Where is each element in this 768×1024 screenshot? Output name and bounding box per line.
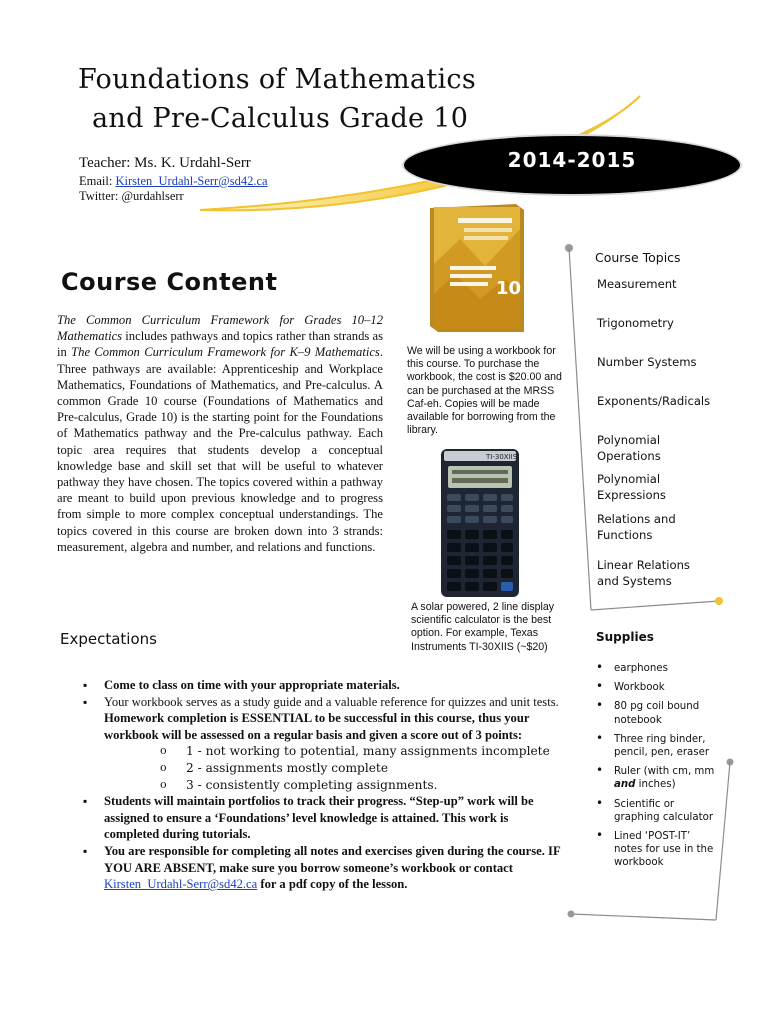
expectation-text: You are responsible for completing all notes and exercises given during the course. IF YOU ARE ABSENT, make sure you borrow someone’s workbook or contact: [104, 843, 561, 875]
supply-item-text-end: inches): [635, 779, 676, 791]
supply-item: [596, 765, 716, 791]
supply-item: • Workbook: [596, 681, 716, 694]
framework-title-1: The Common Curriculum Framework for Grades 10–12 Mathematics: [57, 313, 383, 344]
supply-item: • 80 pg coil bound notebook: [596, 700, 716, 726]
expectation-bold-text: Homework completion is ESSENTIAL to be successful in this course, thus your workbook will be assessed on a regular basis and given a score out of 3 points:: [104, 711, 530, 742]
supply-item: • Three ring binder, pencil, pen, eraser: [596, 733, 716, 759]
expectation-text: Students will maintain portfolios to track their progress. “Step-up” work will be assigned to ensure a ‘Foundations’ level knowledge is attained. This work is completed during tutorials.: [104, 794, 534, 842]
topic-item: Trigonometry: [597, 316, 674, 330]
teacher-name: Teacher: Ms. K. Urdahl-Serr: [79, 155, 251, 171]
topic-item: Polynomial Expressions: [597, 472, 666, 502]
course-description: [57, 312, 383, 555]
expectation-text: Your workbook serves as a study guide and a valuable reference for quizzes and unit tests.: [104, 694, 559, 709]
year-label: 2014-2015: [507, 148, 637, 172]
topic-item: Measurement: [597, 277, 677, 291]
score-item: o 2 - assignments mostly complete: [160, 760, 564, 777]
supply-item-emphasis: and: [614, 779, 636, 791]
expectation-item: [80, 694, 564, 794]
topic-item: Relations and Functions: [597, 512, 676, 542]
description-text-2: . Three pathways are available: Apprenticeship and Workplace Mathematics, Foundations of Mathematics, and Pre-calculus. A common Grade 10 course (Foundations of Mathematics and Pre-calculus, Grade 10) is the starting point for the Foundations of Mathematics pathway and the Pre-calculus pathway. Each topic area requires that students develop a conceptual knowledge base and skill set that will be useful to whatever pathway they have chosen. The topics covered within a pathway are meant to build upon previous knowledge and to progress from simple to more complex conceptual understandings. The topics covered in this course are broken down into 3 strands: measurement, algebra and number, and relations and functions.: [57, 345, 383, 554]
contact-email-link[interactable]: Kirsten_Urdahl-Serr@sd42.ca: [104, 877, 258, 892]
workbook-caption: We will be using a workbook for this course. To purchase the workbook, the cost is $20.00 and can be purchased at the MRSS Caf-eh. Copies will be made available for borrowing from the library.: [407, 345, 562, 437]
email-link[interactable]: Kirsten_Urdahl-Serr@sd42.ca: [115, 174, 268, 188]
expectation-item: [80, 677, 564, 694]
expectation-item: [80, 843, 564, 893]
expectations-heading: Expectations: [60, 630, 157, 648]
email-line: [79, 174, 268, 189]
calculator-image: [440, 448, 520, 598]
topic-item: Number Systems: [597, 355, 697, 369]
supply-item: • Lined ‘POST-IT’ notes for use in the workbook: [596, 830, 716, 870]
page-title-line2: and Pre-Calculus Grade 10: [92, 103, 469, 134]
topic-item: Exponents/Radicals: [597, 394, 711, 408]
score-item: o 1 - not working to potential, many assignments incomplete: [160, 743, 564, 760]
score-item: o 3 - consistently completing assignments.: [160, 777, 564, 794]
calculator-caption: A solar powered, 2 line display scientific calculator is the best option. For example, Texas Instruments TI-30XIIS (~$20): [411, 601, 555, 653]
course-content-heading: Course Content: [61, 268, 278, 296]
supplies-list: [596, 662, 716, 876]
supply-item-text: Ruler (with cm, mm: [614, 766, 715, 778]
course-topics-heading: Course Topics: [595, 250, 681, 265]
supply-item: • earphones: [596, 662, 716, 675]
score-list: [104, 743, 564, 793]
framework-title-2: The Common Curriculum Framework for K–9 Mathematics: [71, 345, 380, 360]
twitter-handle: Twitter: @urdahlserr: [79, 189, 184, 203]
page-title-line1: Foundations of Mathematics: [78, 64, 476, 95]
cover-number: 10: [496, 278, 522, 299]
supply-item: • Scientific or graphing calculator: [596, 798, 716, 824]
description-text-1: includes pathways and topics rather than strands as in: [57, 329, 383, 360]
expectation-item: [80, 793, 564, 843]
expectation-text: Come to class on time with your appropriate materials.: [104, 678, 400, 692]
supplies-heading: Supplies: [596, 630, 654, 644]
expectations-list: [80, 677, 564, 893]
email-label: Email:: [79, 174, 113, 188]
topic-item: Linear Relations and Systems: [597, 558, 690, 588]
workbook-cover-image: [430, 204, 524, 332]
calculator-model: TI-30XIIS: [486, 453, 518, 461]
expectation-text-end: for a pdf copy of the lesson.: [257, 877, 408, 892]
topic-item: Polynomial Operations: [597, 433, 661, 463]
